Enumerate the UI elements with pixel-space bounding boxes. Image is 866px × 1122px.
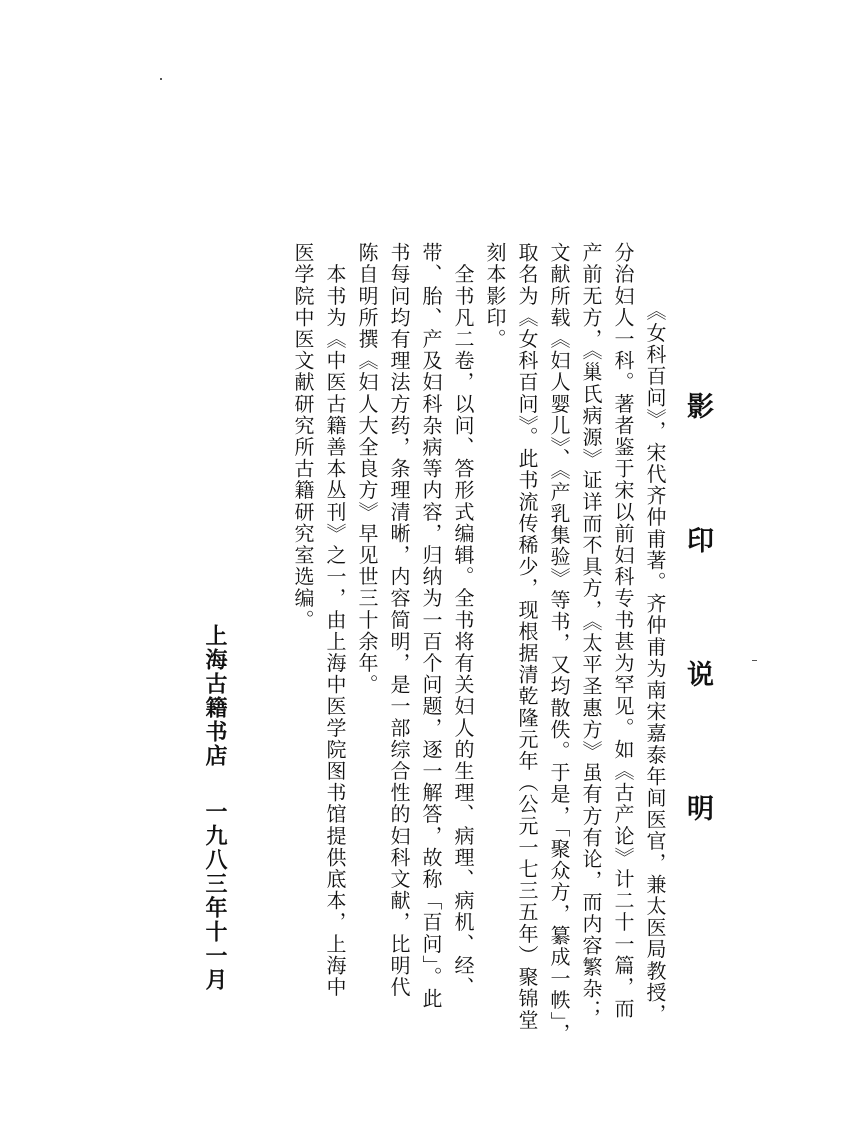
text-line: 带、胎、产及妇科杂病等内容，归纳为一百个问题，逐一解答，故称「百问」。此 [419,242,443,1010]
text-line: 书每问均有理法方药，条理清晰，内容简明，是一部综合性的妇科文献，比明代 [387,242,411,998]
signature-date: 一九八三年十一月 [202,800,227,992]
text-line: 《女科百问》，宋代齐仲甫著。齐仲甫为南宋嘉泰年间医官，兼太医局教授， [643,289,667,1025]
page-title: 影 印 说 明 [682,392,713,859]
publisher-signature: 上海古籍书店 [202,624,227,768]
text-line: 刻本影印。 [483,242,507,350]
text-line: 产前无方，《巢氏病源》证详而不具方，《太平圣惠方》虽有方有论，而内容繁杂； [579,242,603,1022]
text-line: 本书为《中医古籍善本丛刊》之一，由上海中医学院图书馆提供底本，上海中 [323,242,347,998]
text-line: 分治妇人一科。著者鉴于宋以前妇科专书甚为罕见。如《古产论》计二十一篇，而 [611,242,635,1020]
scan-speck [160,78,162,80]
text-line: 医学院中医文献研究所古籍研究室选编。 [291,242,315,631]
text-line: 取名为《女科百问》。此书流传稀少，现根据清乾隆元年（公元一七三五年）聚锦堂 [515,242,539,1032]
text-line: 全书凡二卷，以问、答形式编辑。全书将有关妇人的生理、病理、病机、经、 [451,242,475,998]
text-line: 陈自明所撰《妇人大全良方》早见世三十余年。 [355,242,379,696]
scan-speck [752,660,757,661]
text-line: 文献所载《妇人婴儿》、《产乳集验》等书，又均散佚。于是，「聚众方，纂成一帙」， [547,242,571,1045]
